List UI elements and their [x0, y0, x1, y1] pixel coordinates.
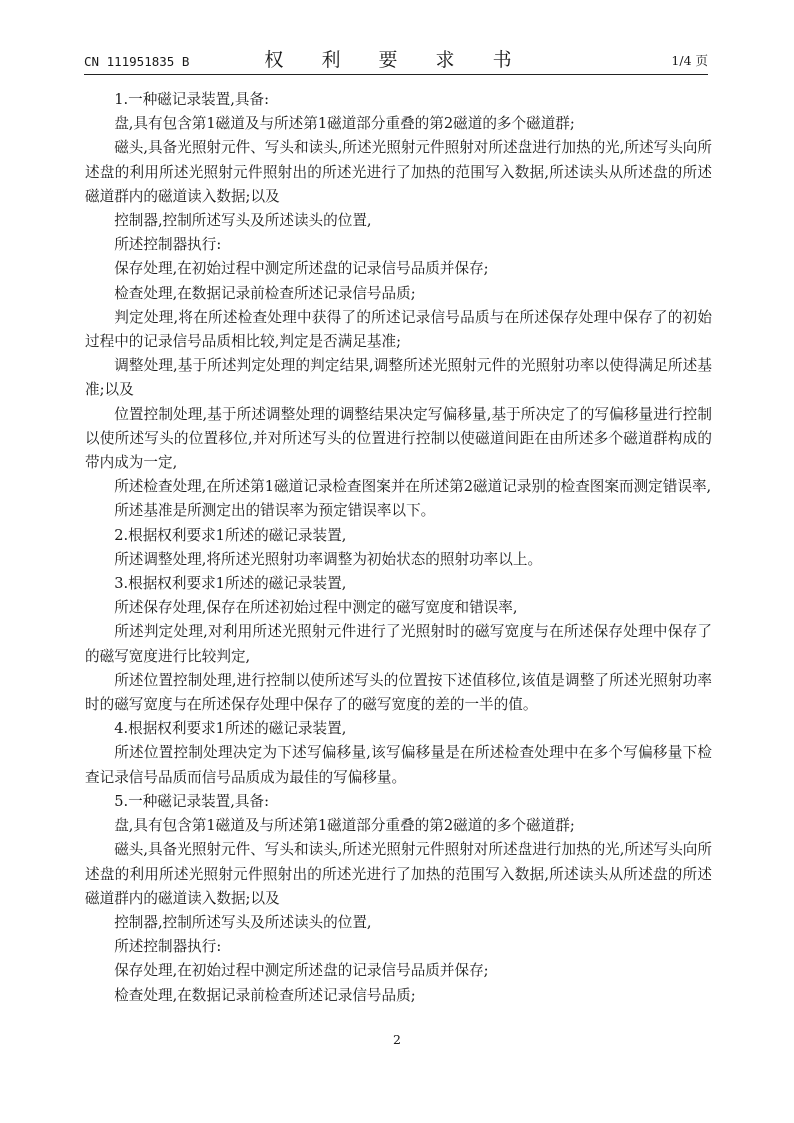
claim-paragraph: 盘,具有包含第1磁道及与所述第1磁道部分重叠的第2磁道的多个磁道群;: [114, 817, 575, 835]
claim-paragraph: 所述判定处理,对利用所述光照射元件进行了光照射时的磁写宽度与在所述保存处理中保存了的磁写宽度进行比较判定,: [85, 623, 712, 665]
claim-paragraph: 所述调整处理,将所述光照射功率调整为初始状态的照射功率以上。: [114, 550, 543, 568]
claim-paragraph: 位置控制处理,基于所述调整处理的调整结果决定写偏移量,基于所决定了的写偏移量进行控制以使所述写头的位置移位,并对所述写头的位置进行控制以使磁道间距在由所述多个磁道群构成的带内成为一定,: [85, 405, 712, 472]
claim-paragraph: 所述检查处理,在所述第1磁道记录检查图案并在所述第2磁道记录别的检查图案而测定错误率,: [114, 478, 712, 496]
claim-paragraph: 2.根据权利要求1所述的磁记录装置,: [114, 526, 347, 544]
claim-paragraph: 5.一种磁记录装置,具备:: [114, 792, 270, 810]
claim-paragraph: 所述基准是所测定出的错误率为预定错误率以下。: [114, 502, 436, 520]
claim-paragraph: 判定处理,将在所述检查处理中获得了的所述记录信号品质与在所述保存处理中保存了的初始过程中的记录信号品质相比较,判定是否满足基准;: [85, 308, 712, 351]
claim-paragraph: 检查处理,在数据记录前检查所述记录信号品质;: [114, 986, 416, 1004]
claim-paragraph: 控制器,控制所述写头及所述读头的位置,: [114, 913, 372, 931]
claim-paragraph: 所述控制器执行:: [114, 236, 222, 254]
claim-paragraph: 磁头,具备光照射元件、写头和读头,所述光照射元件照射对所述盘进行加热的光,所述写头向所述盘的利用所述光照射元件照射出的所述光进行了加热的范围写入数据,所述读头从所述盘的所述磁道群内的磁道读入数据;以及: [85, 139, 712, 205]
claim-paragraph: 4.根据权利要求1所述的磁记录装置,: [114, 720, 347, 738]
claim-paragraph: 保存处理,在初始过程中测定所述盘的记录信号品质并保存;: [114, 260, 489, 278]
claim-paragraph: 保存处理,在初始过程中测定所述盘的记录信号品质并保存;: [114, 962, 489, 980]
claim-paragraph: 1.一种磁记录装置,具备:: [114, 91, 270, 108]
document-title: 权 利 要 求 书: [264, 49, 528, 71]
page-header: [84, 44, 708, 74]
claim-paragraph: 盘,具有包含第1磁道及与所述第1磁道部分重叠的第2磁道的多个磁道群;: [114, 115, 575, 133]
page-of-total: 1/4 页: [671, 53, 708, 68]
claim-paragraph: 所述保存处理,保存在所述初始过程中测定的磁写宽度和错误率,: [114, 599, 518, 617]
header-rule: [84, 74, 708, 75]
claim-paragraph: 所述位置控制处理,进行控制以使所述写头的位置按下述值移位,该值是调整了所述光照射功率时的磁写宽度与在所述保存处理中保存了的磁写宽度的差的一半的值。: [85, 671, 712, 714]
claims-body: [85, 88, 712, 1008]
claim-paragraph: 磁头,具备光照射元件、写头和读头,所述光照射元件照射对所述盘进行加热的光,所述写头向所述盘的利用所述光照射元件照射出的所述光进行了加热的范围写入数据,所述读头从所述盘的所述磁道群内的磁道读入数据;以及: [85, 841, 712, 907]
claim-paragraph: 3.根据权利要求1所述的磁记录装置,: [114, 575, 347, 593]
claim-paragraph: 检查处理,在数据记录前检查所述记录信号品质;: [114, 284, 416, 302]
page-number: 2: [393, 1032, 401, 1047]
claim-paragraph: 调整处理,基于所述判定处理的判定结果,调整所述光照射元件的光照射功率以使得满足所述基准;以及: [85, 357, 712, 399]
claim-paragraph: 所述位置控制处理决定为下述写偏移量,该写偏移量是在所述检查处理中在多个写偏移量下检查记录信号品质而信号品质成为最佳的写偏移量。: [85, 744, 712, 786]
publication-number: CN 111951835 B: [84, 54, 190, 69]
claim-paragraph: 所述控制器执行:: [114, 938, 222, 956]
claim-paragraph: 控制器,控制所述写头及所述读头的位置,: [114, 212, 372, 230]
